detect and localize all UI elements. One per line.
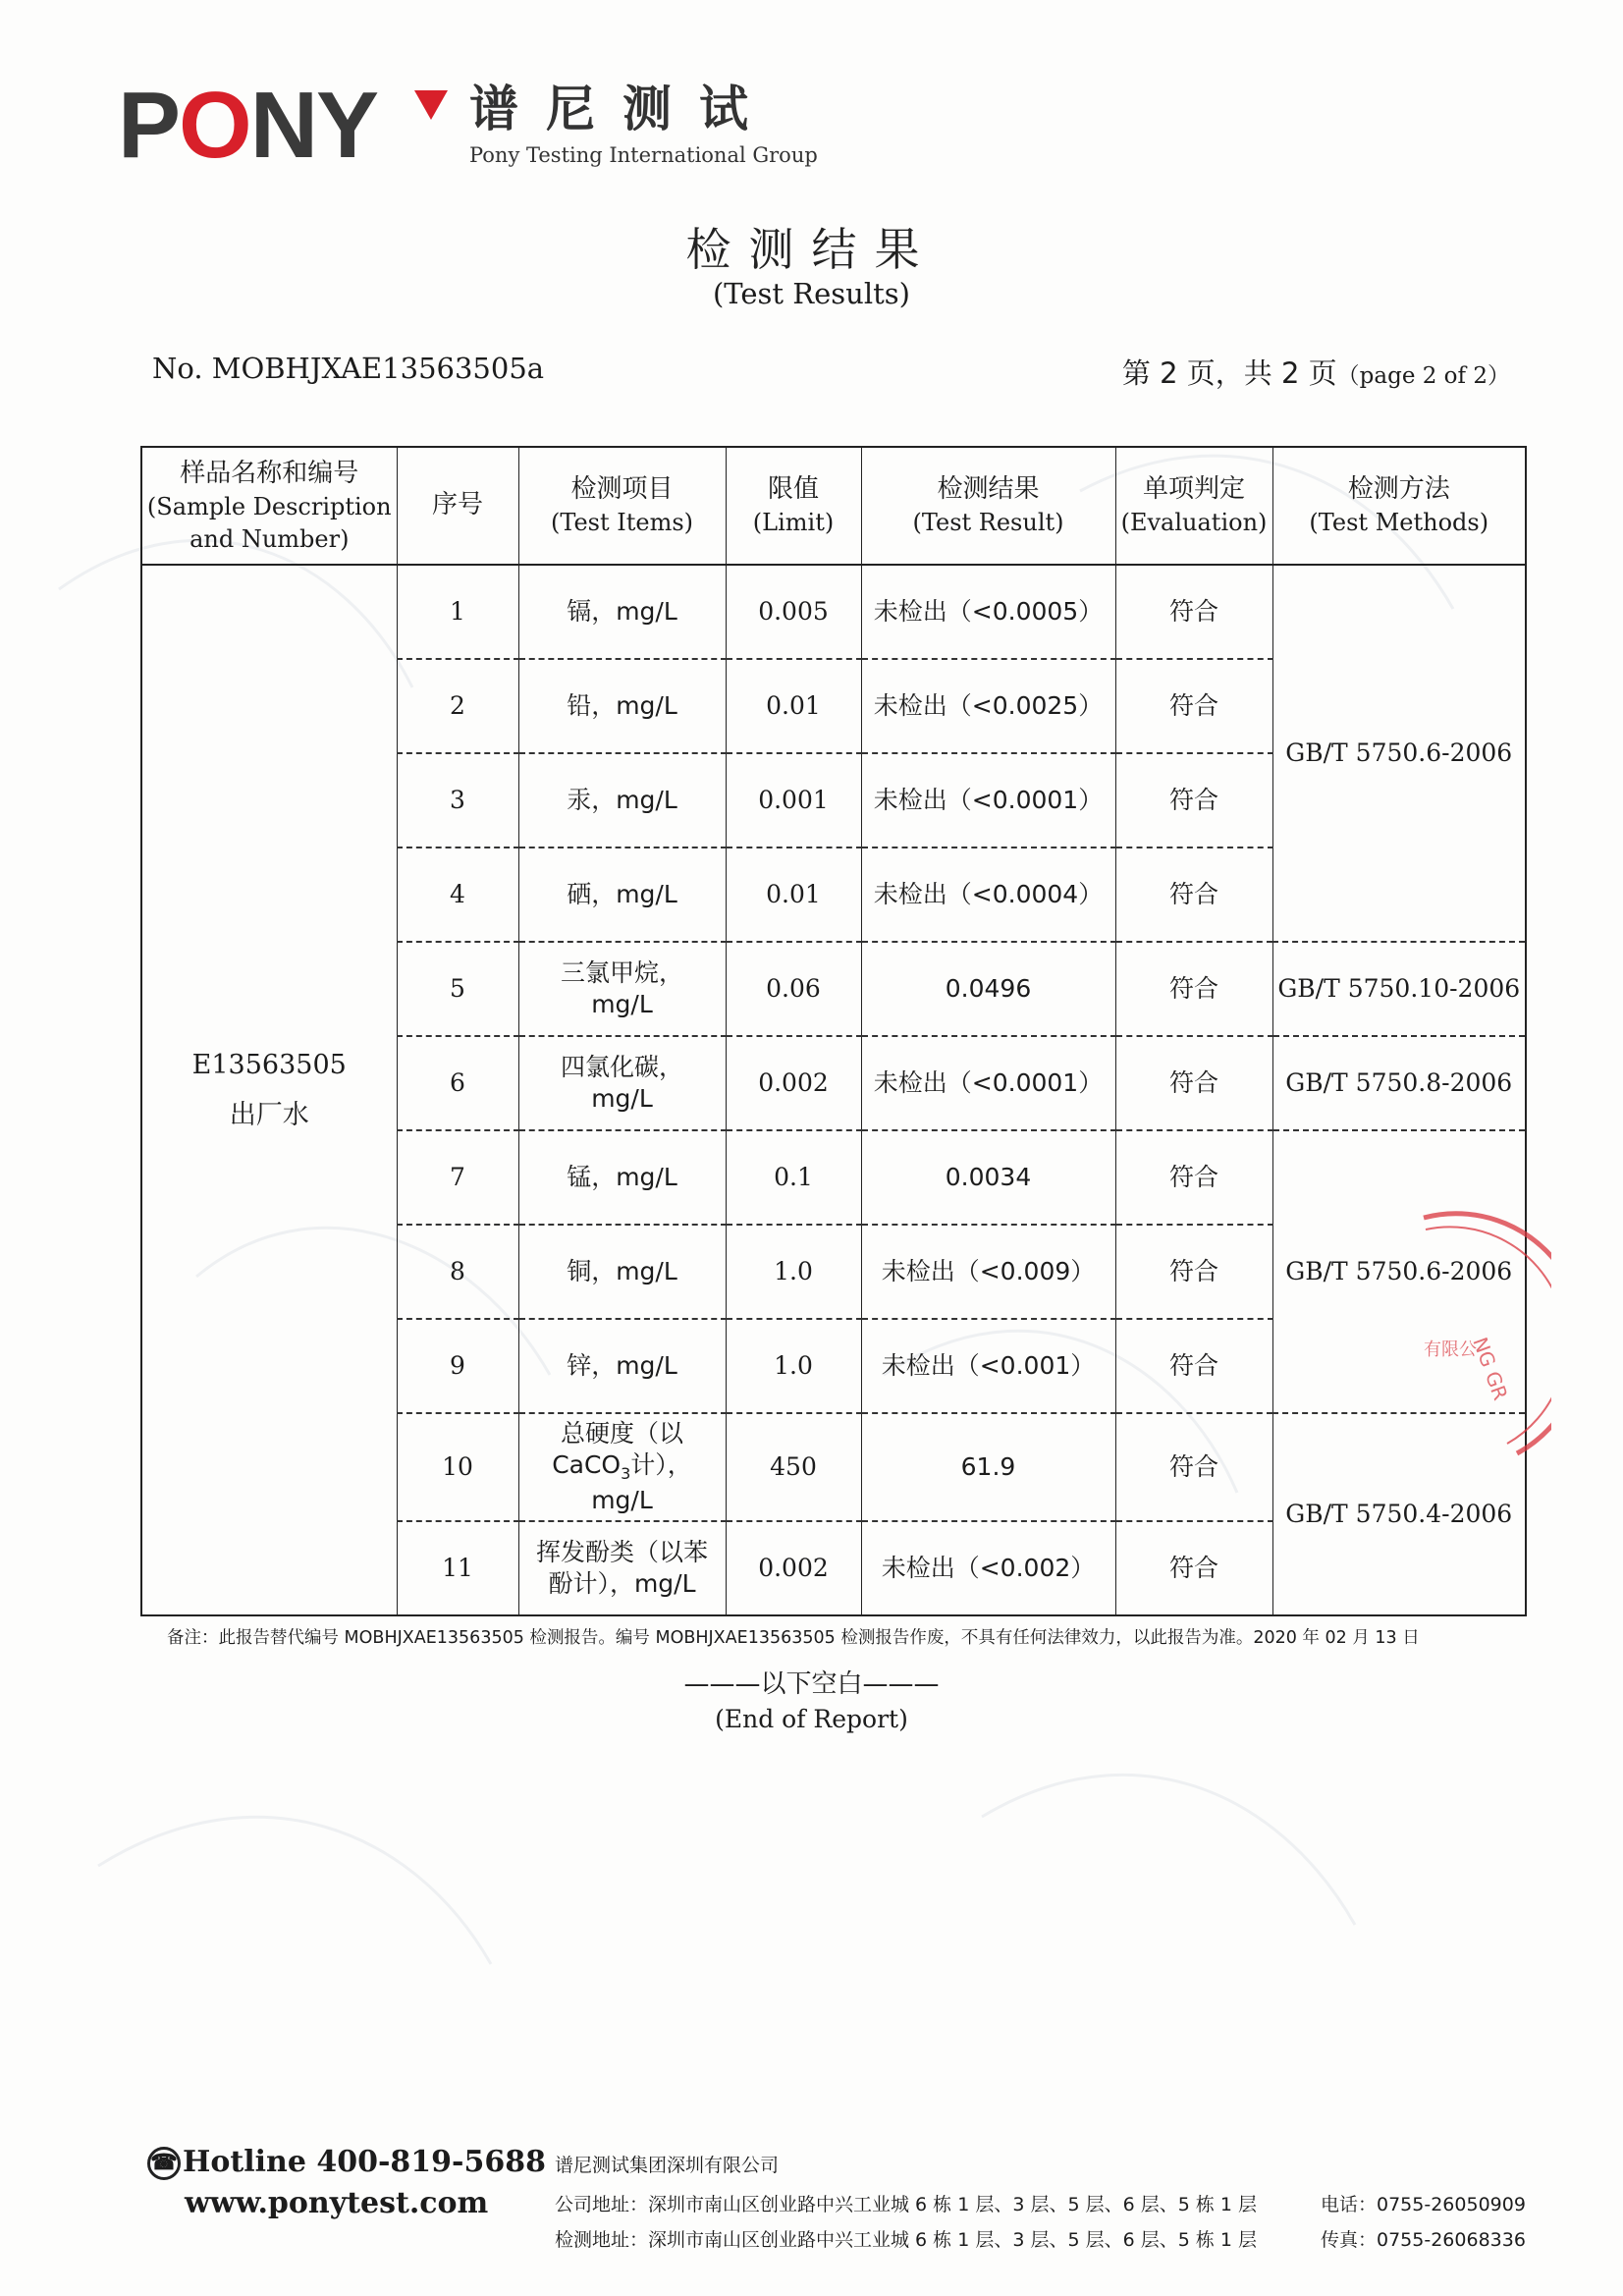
row-no: 4 [397,847,518,942]
report-number: No. MOBHJXAE13563505a [152,352,545,385]
row-no: 7 [397,1130,518,1225]
footer-company: 谱尼测试集团深圳有限公司 [555,2155,780,2176]
telephone: 电话：0755-26050909 [1321,2194,1526,2215]
row-item: 镉，mg/L [518,565,726,659]
row-evaluation: 符合 [1115,1521,1272,1615]
svg-text:有限公: 有限公 [1424,1339,1477,1360]
company-address: 公司地址：深圳市南山区创业路中兴工业城 6 栋 1 层、3 层、5 层、6 层、5 栋 1 层 [555,2194,1258,2215]
row-result: 0.0034 [861,1130,1115,1225]
header-limit: 限值 (Limit) [726,447,861,565]
report-note: 备注：此报告替代编号 MOBHJXAE13563505 检测报告。编号 MOBHJXAE13563505 检测报告作废，不具有任何法律效力，以此报告为准。2020 年 02 月 13 日 [167,1628,1420,1648]
row-limit: 0.06 [726,942,861,1036]
row-evaluation: 符合 [1115,1130,1272,1225]
row-item: 三氯甲烷， mg/L [518,942,726,1036]
header-evaluation: 单项判定 (Evaluation) [1115,447,1272,565]
page-indicator: 第 2 页，共 2 页（page 2 of 2） [1121,356,1510,390]
row-result: 61.9 [861,1413,1115,1521]
row-result: 未检出（<0.002） [861,1521,1115,1615]
method-cell: GB/T 5750.10-2006 [1272,942,1526,1036]
row-no: 5 [397,942,518,1036]
row-evaluation: 符合 [1115,753,1272,847]
row-item: 挥发酚类（以苯 酚计），mg/L [518,1521,726,1615]
row-evaluation: 符合 [1115,659,1272,753]
header-item: 检测项目 (Test Items) [518,447,726,565]
pony-logo: PONY [118,73,378,178]
logo-red-triangle-icon [414,90,448,122]
row-evaluation: 符合 [1115,1036,1272,1130]
row-item: 锰，mg/L [518,1130,726,1225]
method-cell: GB/T 5750.6-2006 [1272,1130,1526,1413]
row-evaluation: 符合 [1115,1319,1272,1413]
header-seq: 序号 [397,447,518,565]
fax: 传真：0755-26068336 [1321,2229,1526,2251]
method-cell: GB/T 5750.6-2006 [1272,565,1526,942]
company-name-cn: 谱尼测试 [469,81,776,137]
method-cell: GB/T 5750.4-2006 [1272,1413,1526,1615]
row-item: 铜，mg/L [518,1225,726,1319]
row-limit: 0.01 [726,847,861,942]
row-no: 8 [397,1225,518,1319]
row-evaluation: 符合 [1115,847,1272,942]
row-no: 2 [397,659,518,753]
row-evaluation: 符合 [1115,565,1272,659]
row-no: 1 [397,565,518,659]
row-result: 未检出（<0.0001） [861,1036,1115,1130]
page-title: 检测结果 [685,223,938,276]
row-item: 硒，mg/L [518,847,726,942]
row-item: 锌，mg/L [518,1319,726,1413]
row-no: 10 [397,1413,518,1521]
row-result: 未检出（<0.0001） [861,753,1115,847]
row-evaluation: 符合 [1115,1413,1272,1521]
end-marker-cn: ———以下空白——— [683,1669,940,1699]
phone-icon: ☎ [147,2147,181,2180]
results-table [140,446,1527,1616]
header-result: 检测结果 (Test Result) [861,447,1115,565]
row-limit: 0.1 [726,1130,861,1225]
row-item: 铅，mg/L [518,659,726,753]
end-of-report: (End of Report) [715,1705,908,1733]
row-evaluation: 符合 [1115,942,1272,1036]
row-result: 未检出（<0.0025） [861,659,1115,753]
row-limit: 1.0 [726,1319,861,1413]
header-method: 检测方法 (Test Methods) [1272,447,1526,565]
row-limit: 0.001 [726,753,861,847]
method-cell: GB/T 5750.8-2006 [1272,1036,1526,1130]
row-result: 未检出（<0.0004） [861,847,1115,942]
row-limit: 0.002 [726,1036,861,1130]
page-subtitle: (Test Results) [712,277,910,310]
row-result: 未检出（<0.0005） [861,565,1115,659]
sample-cell: E13563505 出厂水 [141,565,397,1615]
row-limit: 0.005 [726,565,861,659]
row-evaluation: 符合 [1115,1225,1272,1319]
row-result: 0.0496 [861,942,1115,1036]
row-limit: 1.0 [726,1225,861,1319]
row-item: 汞，mg/L [518,753,726,847]
table-header-row [141,447,1526,565]
row-no: 9 [397,1319,518,1413]
row-no: 3 [397,753,518,847]
test-address: 检测地址：深圳市南山区创业路中兴工业城 6 栋 1 层、3 层、5 层、6 层、5 栋 1 层 [555,2229,1258,2251]
header-sample: 样品名称和编号 (Sample Description and Number) [141,447,397,565]
row-limit: 0.002 [726,1521,861,1615]
company-name-en: Pony Testing International Group [469,143,818,167]
row-item: 四氯化碳， mg/L [518,1036,726,1130]
row-no: 11 [397,1521,518,1615]
row-result: 未检出（<0.001） [861,1319,1115,1413]
row-no: 6 [397,1036,518,1130]
row-limit: 450 [726,1413,861,1521]
table-row [141,565,1526,659]
row-item: 总硬度（以 CaCO$_3$计）， mg/L [518,1413,726,1521]
row-result: 未检出（<0.009） [861,1225,1115,1319]
svg-text:NG GR: NG GR [1468,1334,1513,1403]
hotline: ☎ Hotline 400-819-5688 [147,2145,546,2180]
row-limit: 0.01 [726,659,861,753]
website-link[interactable]: www.ponytest.com [185,2186,489,2220]
